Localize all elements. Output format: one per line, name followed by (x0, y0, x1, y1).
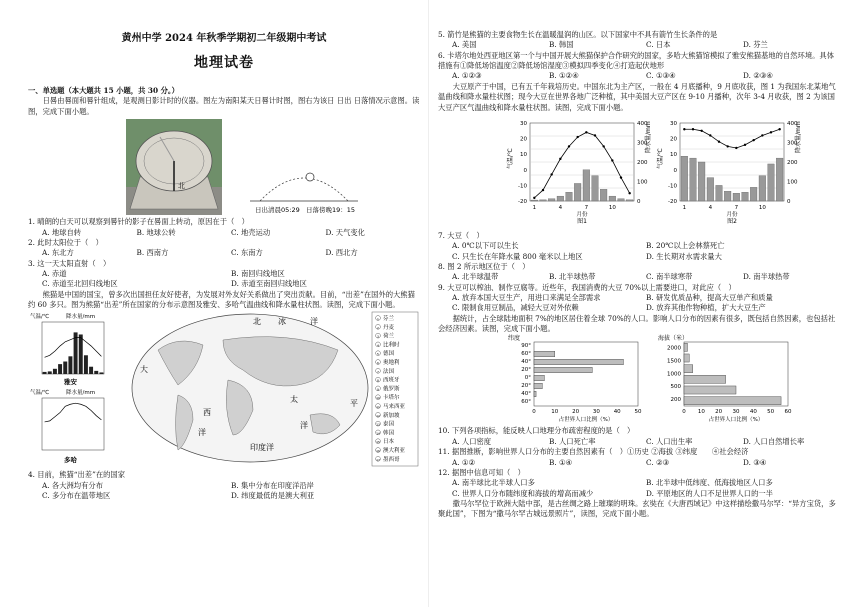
legend-number: 11 (376, 405, 380, 410)
population-bar (534, 384, 542, 389)
precip-bar (776, 158, 783, 201)
q2-option[interactable]: B. 西南方 (136, 248, 169, 258)
legend-item: 奥地利 (383, 360, 400, 367)
temp-point (628, 192, 630, 194)
temp-point (726, 145, 728, 147)
world-map (132, 314, 368, 462)
svg-text:40°: 40° (521, 391, 531, 398)
q1-option[interactable]: C. 地壳运动 (231, 227, 271, 237)
precip-bar (540, 200, 547, 201)
precip-bar (583, 170, 590, 201)
svg-text:降水量/mm: 降水量/mm (645, 121, 652, 153)
q12-stem: 12. 据图中信息可知（ ） (438, 467, 525, 477)
svg-text:月份: 月份 (726, 211, 738, 218)
legend-number: 10 (376, 396, 380, 401)
svg-text:30: 30 (670, 120, 677, 127)
svg-text:0: 0 (532, 409, 536, 416)
intro-sundial: 日晷由晷面和晷针组成，是观测日影计时的仪器。图左为南阳某天日晷计时图，图右为该日 日出 日落情况示意图。读图，完成下面小题。 (28, 96, 420, 116)
q4-option[interactable]: B. 集中分布在印度洋沿岸 (231, 480, 314, 490)
precip-bar (618, 199, 625, 201)
precip-bar (716, 185, 723, 201)
svg-text:4: 4 (708, 204, 713, 211)
svg-text:90°: 90° (521, 343, 531, 350)
q6-stem: 6. 卡塔尔地处西亚地区第一个与中国开展大熊猫保护合作研究的国家，多哈大熊猫馆模拟了雅安熊猫基地的自然环境。具体措施有①降低场馆温度②降低场馆湿度③模拟四季变化④打造起伏地形 (438, 50, 835, 71)
population-bar (534, 392, 536, 397)
q4-option[interactable]: A. 各大洲均有分布 (42, 480, 103, 490)
city-yaan: 雅安 (64, 378, 77, 387)
svg-text:纬度: 纬度 (508, 335, 521, 343)
legend-number: 6 (377, 361, 379, 366)
intro-population: 据统计，占全球陆地面积 7%的地区居住着全球 70%的人口。影响人口分布的因素有很多，既包括自然因素，也包括社会经济因素。读图，完成下面小题。 (438, 313, 836, 334)
svg-text:洋: 洋 (310, 317, 318, 327)
q5-option[interactable]: D. 芬兰 (743, 40, 768, 50)
legend-item: 德国 (383, 351, 395, 358)
temp-point (770, 131, 772, 133)
q5-option[interactable]: C. 日本 (646, 40, 671, 50)
q8-option[interactable]: B. 北半球热带 (549, 272, 596, 282)
precip-bar (592, 176, 599, 201)
svg-text:海拔（米）: 海拔（米） (658, 335, 689, 343)
svg-text:-10: -10 (668, 183, 677, 190)
exam-title: 黄州中学 2024 年秋季学期初二年级期中考试 (121, 33, 327, 44)
temp-point (700, 129, 702, 131)
precip-bar (68, 357, 72, 375)
legend-item: 荷兰 (383, 333, 395, 340)
svg-text:20: 20 (520, 136, 527, 143)
intro-samarkand: 撒马尔罕位于欧洲大陆中部，是古丝绸之路上璀璨的明珠。玄奘在《大唐西域记》中这样描绘撒马尔罕：“异方宝货，多聚此国”，下图为“撒马尔罕古城远景照片”，读图，完成下面小题。 (438, 498, 836, 519)
doha-climate-chart (30, 388, 104, 464)
q7-option[interactable]: D. 生长期对水需求量大 (646, 251, 722, 261)
legend-item: 新加坡 (383, 413, 400, 420)
legend-item: 日本 (383, 439, 395, 446)
sunset-label: 日落傍晚19：15 (306, 206, 356, 215)
precip-bar (43, 372, 47, 374)
q9-stem: 9. 大豆可以榨油、制作豆腐等。近些年，我国消费的大豆 70%以上需要进口，对此应（ ） (438, 282, 736, 292)
temp-point (611, 159, 613, 161)
svg-text:20: 20 (715, 409, 723, 416)
q2-options (28, 248, 420, 258)
svg-text:500: 500 (670, 384, 681, 391)
svg-text:10: 10 (670, 152, 677, 159)
population-charts-svg (438, 334, 840, 426)
svg-text:气温/℃: 气温/℃ (30, 390, 50, 397)
svg-text:60°: 60° (521, 351, 531, 358)
svg-text:20: 20 (572, 409, 580, 416)
q7-option[interactable]: C. 只生长在年降水量 800 毫米以上地区 (452, 251, 583, 261)
population-bar (684, 376, 726, 384)
city-doha: 多哈 (64, 456, 77, 465)
q1-option[interactable]: B. 地球公转 (136, 227, 176, 237)
svg-text:10: 10 (758, 204, 766, 211)
soy-chart-1 (506, 121, 652, 225)
panda-figure (28, 310, 420, 470)
legend-number: 15 (376, 440, 380, 445)
precip-bar (48, 372, 52, 375)
svg-text:0: 0 (673, 167, 677, 174)
precip-bar (600, 189, 607, 201)
svg-text:西: 西 (203, 408, 211, 418)
legend-item: 卡塔尔 (383, 395, 400, 402)
sunrise-label: 日出清晨05:29 (255, 206, 300, 215)
q3-option[interactable]: A. 赤道 (42, 268, 67, 278)
precip-bar (759, 176, 766, 201)
left-column (28, 0, 420, 501)
precip-bar (690, 158, 697, 201)
temp-point (585, 131, 587, 133)
climate-and-map-svg (28, 310, 420, 470)
legend-number: 13 (376, 422, 380, 427)
svg-text:0°: 0° (524, 375, 531, 382)
precip-bar (79, 335, 83, 375)
svg-text:10: 10 (608, 204, 616, 211)
q2-stem: 2. 此时太阳位于（ ） (28, 237, 103, 247)
svg-text:4: 4 (558, 204, 563, 211)
q6-option[interactable]: C. ①③④ (646, 71, 676, 81)
svg-text:20°: 20° (521, 367, 531, 374)
population-bar (534, 368, 592, 373)
q4-stem: 4. 目前，熊猫“出差”在的国家 (28, 470, 126, 480)
temp-point (752, 139, 754, 141)
legend-number: 1 (377, 317, 379, 322)
q12-option[interactable]: C. 世界人口分布随纬度和海拔的增高而减少 (452, 488, 594, 498)
precip-bar (750, 187, 757, 201)
svg-text:1: 1 (532, 204, 537, 211)
q1-options (28, 228, 420, 238)
precip-bar (99, 373, 103, 375)
population-bar (534, 376, 544, 381)
temp-point (576, 136, 578, 138)
precip-bar (58, 364, 62, 374)
q9-option[interactable]: C. 限制食用豆制品，减轻大豆对外依赖 (452, 303, 579, 313)
q8-option[interactable]: A. 北半球温带 (452, 272, 499, 282)
population-bar (534, 360, 623, 365)
temp-point (718, 140, 720, 142)
legend-number: 8 (377, 378, 379, 383)
precip-bar (53, 369, 57, 374)
precip-bar (63, 362, 67, 374)
svg-text:1000: 1000 (667, 371, 681, 378)
svg-text:0: 0 (637, 198, 641, 205)
population-bar (684, 344, 687, 352)
svg-text:400: 400 (637, 120, 648, 127)
svg-text:10: 10 (551, 409, 559, 416)
soybean-figure (438, 113, 840, 231)
svg-text:气温/℃: 气温/℃ (507, 148, 514, 169)
q10-option[interactable]: A. 人口密度 (452, 436, 492, 446)
precip-bar (681, 156, 688, 201)
q4-option[interactable]: D. 纬度最低的是澳大利亚 (231, 491, 315, 501)
q7-option[interactable]: B. 20℃以上会林蔡死亡 (646, 241, 725, 251)
legend-number: 16 (376, 449, 380, 454)
q6-option[interactable]: A. ①②③ (452, 71, 482, 81)
svg-text:200: 200 (670, 397, 681, 404)
svg-text:100: 100 (637, 179, 648, 186)
q5-option[interactable]: A. 美国 (452, 40, 477, 50)
svg-text:月份: 月份 (576, 211, 588, 218)
yaan-climate-chart (30, 312, 104, 386)
precip-bar (626, 200, 633, 201)
legend-item: 澳大利亚 (383, 448, 406, 455)
temp-point (542, 189, 544, 191)
svg-text:300: 300 (637, 140, 648, 147)
q11-option[interactable]: A. ①② (452, 457, 475, 467)
q11-stem: 11. 据图推断，影响世界人口分布的主要自然因素有（ ）①历史 ②海拔 ③纬度 ④社会经济 (438, 447, 749, 457)
legend-item: 西班牙 (383, 377, 400, 384)
q10-option[interactable]: D. 人口自然增长率 (743, 436, 805, 446)
temp-point (559, 158, 561, 160)
temp-point (761, 134, 763, 136)
population-bar (684, 365, 693, 373)
population-bar (534, 352, 555, 357)
q2-option[interactable]: A. 东北方 (42, 248, 74, 258)
q12-option[interactable]: B. 北半球中低纬度、低海拔地区人口多 (646, 478, 773, 488)
svg-text:40: 40 (749, 409, 757, 416)
population-bar (684, 354, 689, 362)
temp-point (709, 134, 711, 136)
precip-bar (707, 177, 714, 200)
q9-option[interactable]: A. 放弃本国大豆生产，用进口来满足全部需求 (452, 293, 601, 303)
precip-bar (566, 192, 573, 201)
q1-option[interactable]: D. 天气变化 (325, 227, 365, 237)
intro-soybean: 大豆原产于中国，已有五千年栽培历史。中国东北为主产区，一般在 4 月底播种，9 月底收获，图 1 为我国东北某地气温曲线和降水量柱状图；现今大豆在世界各地广泛种植，其中美国大豆产区在 9-10 月播种，次年 3-4 月收获，图 2 为该国大豆产区气温曲线和降水量柱状图。读图，完成下面小题。 (438, 81, 836, 112)
fig-label: 图2 (727, 217, 737, 225)
svg-text:200: 200 (637, 159, 648, 166)
legend-number: 7 (377, 370, 379, 375)
temp-point (744, 144, 746, 146)
right-column (438, 30, 840, 520)
q11-option[interactable]: D. ③④ (743, 457, 767, 467)
precip-bar (733, 193, 740, 201)
svg-text:50: 50 (767, 409, 775, 416)
svg-text:10: 10 (697, 409, 705, 416)
legend-item: 韩国 (383, 430, 395, 437)
sundial-illustration (28, 117, 420, 217)
temp-point (594, 134, 596, 136)
legend-item: 丹麦 (383, 325, 395, 332)
svg-text:50: 50 (634, 409, 642, 416)
svg-text:10: 10 (520, 152, 527, 159)
pop-latitude-chart (508, 334, 642, 423)
svg-text:2000: 2000 (667, 346, 681, 353)
sundial-figure (28, 117, 420, 217)
temp-point (778, 128, 780, 130)
precip-bar (548, 199, 555, 201)
svg-text:1500: 1500 (667, 358, 681, 365)
temp-point (620, 176, 622, 178)
legend-number: 5 (377, 352, 379, 357)
legend-item: 芬兰 (383, 316, 395, 323)
q9-option[interactable]: B. 研发优质品种，提高大豆单产和质量 (646, 293, 773, 303)
svg-text:气温/℃: 气温/℃ (657, 148, 664, 169)
sun-icon (306, 173, 314, 181)
precip-bar (768, 164, 775, 201)
svg-text:60°: 60° (521, 399, 531, 406)
svg-text:北: 北 (253, 317, 261, 327)
legend-number: 4 (377, 343, 379, 348)
svg-text:北: 北 (178, 182, 185, 191)
svg-text:-20: -20 (518, 198, 527, 205)
q4-option[interactable]: C. 多分布在温带地区 (42, 491, 111, 501)
svg-text:-20: -20 (668, 198, 677, 205)
svg-text:洋: 洋 (198, 428, 206, 438)
legend-number: 2 (377, 326, 379, 331)
q10-option[interactable]: B. 人口死亡率 (549, 436, 596, 446)
svg-text:60: 60 (784, 409, 792, 416)
q12-option[interactable]: D. 平原地区的人口不足世界人口的一半 (646, 488, 773, 498)
q2-option[interactable]: C. 东南方 (231, 248, 263, 258)
svg-text:400: 400 (787, 120, 798, 127)
precip-bar (609, 196, 616, 201)
svg-text:印度洋: 印度洋 (250, 443, 274, 453)
svg-text:气温/℃: 气温/℃ (30, 314, 50, 321)
q2-option[interactable]: D. 西北方 (325, 248, 358, 258)
q12-option[interactable]: A. 南半球比北半球人口多 (452, 478, 535, 488)
svg-text:降水量/mm: 降水量/mm (66, 390, 96, 397)
q3-option[interactable]: D. 赤道至南回归线地区 (231, 279, 307, 289)
svg-text:7: 7 (734, 204, 739, 211)
exam-subject: 地理试卷 (194, 55, 254, 72)
temp-point (602, 145, 604, 147)
precip-bar (74, 333, 78, 375)
svg-text:40°: 40° (521, 359, 531, 366)
q11-option[interactable]: C. ②③ (646, 457, 670, 467)
legend-item: 俄罗斯 (383, 386, 400, 393)
q1-stem: 1. 晴朗的白天可以观察到晷针的影子在晷面上转动，原因在于（ ） (28, 217, 249, 227)
population-figure (438, 334, 840, 426)
svg-text:200: 200 (787, 159, 798, 166)
svg-text:降水量/mm: 降水量/mm (795, 121, 802, 153)
q8-option[interactable]: D. 南半球热带 (743, 272, 790, 282)
precip-bar (574, 183, 581, 201)
q7-stem: 7. 大豆（ ） (438, 230, 484, 240)
q5-stem: 5. 箭竹是熊猫的主要食物生长在温暖温润的山区。以下国家中不具有箭竹生长条件的是 (438, 30, 718, 39)
soybean-climate-svg (438, 113, 840, 231)
temp-point (692, 128, 694, 130)
legend-item: 马来西亚 (383, 404, 406, 411)
svg-text:1: 1 (682, 204, 687, 211)
soy-chart-2 (656, 121, 802, 225)
population-bar (684, 397, 781, 405)
svg-text:0: 0 (682, 409, 686, 416)
q8-stem: 8. 图 2 所示地区位于（ ） (438, 261, 530, 271)
svg-text:洋: 洋 (300, 421, 308, 431)
temp-point (550, 173, 552, 175)
q3-options (28, 269, 420, 279)
svg-text:冰: 冰 (278, 317, 286, 327)
svg-text:大: 大 (140, 365, 148, 375)
q10-option[interactable]: C. 人口出生率 (646, 436, 693, 446)
temp-line (684, 129, 779, 148)
legend-number: 12 (376, 414, 380, 419)
svg-text:20: 20 (670, 136, 677, 143)
svg-text:平: 平 (350, 399, 358, 409)
temp-point (533, 197, 535, 199)
precip-bar (742, 192, 749, 201)
column-divider (428, 0, 429, 607)
q10-stem: 10. 下列各项指标，能反映人口地理分布疏密程度的是（ ） (438, 426, 635, 436)
svg-text:30: 30 (520, 120, 527, 127)
population-bar (684, 386, 736, 394)
svg-text:太: 太 (290, 395, 298, 405)
fig-label: 图1 (577, 217, 587, 225)
legend-item: 法国 (383, 369, 395, 376)
precip-bar (724, 191, 731, 201)
q6-option[interactable]: B. ①②④ (549, 71, 579, 81)
svg-text:30: 30 (732, 409, 740, 416)
pop-altitude-chart (658, 334, 792, 423)
svg-text:降水量/mm: 降水量/mm (66, 314, 96, 321)
legend-number: 17 (376, 458, 380, 463)
temp-point (568, 145, 570, 147)
x-axis-label: 占世界人口比例（%） (558, 417, 614, 424)
precip-bar (531, 200, 538, 201)
svg-text:30: 30 (592, 409, 600, 416)
q8-option[interactable]: C. 南半球寒带 (646, 272, 693, 282)
q3-option[interactable]: C. 赤道至北回归线地区 (42, 279, 118, 289)
q1-option[interactable]: A. 地球自转 (42, 227, 82, 237)
precip-bar (698, 162, 705, 201)
legend-number: 9 (377, 387, 379, 392)
precip-bar (557, 196, 564, 201)
svg-text:7: 7 (584, 204, 589, 211)
precip-bar (94, 371, 98, 374)
map-legend (372, 312, 418, 466)
temp-point (683, 128, 685, 130)
q7-option[interactable]: A. 0℃以下可以生长 (452, 241, 519, 251)
q3-stem: 3. 这一天太阳直射（ ） (28, 258, 111, 268)
svg-text:0: 0 (787, 198, 791, 205)
section-heading: 一、单选题（本大题共 15 小题，共 30 分。） (28, 86, 179, 96)
svg-text:300: 300 (787, 140, 798, 147)
legend-number: 3 (377, 334, 379, 339)
svg-text:-10: -10 (518, 183, 527, 190)
intro-panda: 熊猫是中国的国宝，曾多次出国担任友好使者，为发展对外友好关系做出了突出贡献。目前，“出差”在国外的大熊猫约 60 多只。图为熊猫“出差”所在国家的分布示意图及雅安、多哈气温曲线和降水量柱状图。读图，完成下面小题。 (28, 289, 415, 310)
legend-item: 比利时 (383, 342, 400, 349)
legend-item: 泰国 (383, 421, 395, 428)
q6-option[interactable]: D. ②③④ (743, 71, 773, 81)
temp-point (735, 147, 737, 149)
q11-option[interactable]: B. ①④ (549, 457, 573, 467)
legend-number: 14 (376, 431, 380, 436)
q3-option[interactable]: B. 南回归线地区 (231, 268, 285, 278)
precip-bar (89, 367, 93, 374)
svg-text:20°: 20° (521, 383, 531, 390)
legend-item: 墨西哥 (383, 457, 400, 464)
precip-bar (84, 356, 88, 375)
q5-option[interactable]: B. 韩国 (549, 40, 574, 50)
svg-text:0: 0 (523, 167, 527, 174)
svg-text:100: 100 (787, 179, 798, 186)
svg-text:40: 40 (613, 409, 621, 416)
x-axis-label: 占世界人口比例（%） (708, 417, 764, 424)
q9-option[interactable]: D. 放弃其他作物种植，扩大大豆生产 (646, 303, 766, 313)
